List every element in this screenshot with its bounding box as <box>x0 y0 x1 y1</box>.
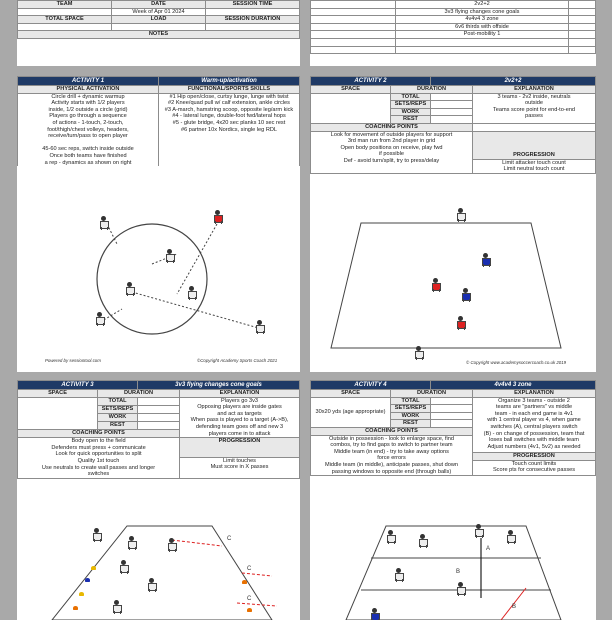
text-line: #3 A-march, hamstring scoop, opposite leg/arm kick <box>164 106 294 113</box>
text-line: Quality 1st touch <box>77 457 120 464</box>
total-space-label: TOTAL SPACE <box>18 16 112 24</box>
activity-3-diagram <box>37 508 287 620</box>
player-figure <box>456 582 465 596</box>
text-line: #4 - lateral lunge, double-foot fwd/lateral hops <box>172 113 286 120</box>
total-label: TOTAL <box>98 397 138 405</box>
text-line: Circle drill + dynamic warmup <box>51 93 125 100</box>
activity-2-title: ACTIVITY 2 <box>311 77 431 86</box>
player-figure <box>125 282 134 296</box>
plan-table <box>310 0 596 54</box>
pitch-grid <box>52 526 272 620</box>
text-line: #2 Knee/quad pull w/ calf extension, ankle circles <box>168 100 290 107</box>
blue-player <box>461 288 470 302</box>
activity-4-explanation <box>473 397 596 452</box>
text-line: foot/thigh/chest volleys, headers, <box>47 126 129 133</box>
text-line: Must score in X passes <box>210 464 269 471</box>
plan-item: 4v4v4 3 zone <box>396 16 569 24</box>
coaching-points-label: COACHING POINTS <box>311 123 473 131</box>
player-figure <box>99 216 108 230</box>
duration-label: DURATION <box>391 86 473 94</box>
text-line: Teams score point for end-to-end <box>492 106 576 113</box>
player-figure <box>187 286 196 300</box>
progression-label: PROGRESSION <box>180 438 300 458</box>
red-player <box>456 316 465 330</box>
activity-4-name: 4v4v4 3 zone <box>431 381 596 390</box>
player-figure <box>95 312 104 326</box>
week-value: Week of Apr 01 2024 <box>112 8 206 16</box>
grid-svg <box>316 198 592 370</box>
rest-label: REST <box>391 420 431 428</box>
cone <box>247 608 252 612</box>
text-line: a rep - dynamics as shown on right <box>44 159 132 166</box>
space-label: SPACE <box>311 86 391 94</box>
activity-3-progression <box>180 457 300 478</box>
sets-label: SETS/REPS <box>98 405 138 413</box>
plan-item: 6v6 thirds with offside <box>396 23 569 31</box>
activity-3-explanation <box>180 397 300 438</box>
player-figure <box>394 568 403 582</box>
player-figure <box>147 578 156 592</box>
activity-2-progression <box>473 159 596 173</box>
text-line: teams are "partners" vs middle <box>495 404 573 411</box>
grid-circle <box>97 224 207 334</box>
activity-2-explanation <box>473 93 596 123</box>
svg-text:A: A <box>486 546 491 552</box>
neutral-player <box>456 208 465 222</box>
load-label: LOAD <box>112 16 206 24</box>
circle-drill-svg <box>37 194 287 366</box>
text-line: #5 - glute bridge, 4x20 sec planks 10 sec rest <box>172 119 286 126</box>
player-figure <box>112 600 121 614</box>
activity-2-diagram <box>316 198 592 370</box>
svg-text:C: C <box>227 536 232 542</box>
space-label: SPACE <box>311 390 391 398</box>
work-label: WORK <box>391 412 431 420</box>
text-line: Players go 3v3 <box>221 397 259 404</box>
text-line: Limit attacker touch count <box>502 159 566 166</box>
gates-svg <box>37 508 287 620</box>
pitch-grid <box>346 526 561 620</box>
rest-label: REST <box>98 421 138 429</box>
activity-1-left-text <box>18 93 159 166</box>
player-figure <box>506 530 515 544</box>
activity-1-col2: FUNCTIONAL/SPORTS SKILLS <box>159 86 300 94</box>
cone <box>79 592 84 596</box>
plan-item: Post-mobility 1 <box>396 31 569 39</box>
work-label: WORK <box>391 108 431 116</box>
text-line: Limit neutral touch count <box>503 166 565 173</box>
text-line: Score pts for consecutive passes <box>492 467 576 474</box>
cone <box>91 566 96 570</box>
activity-1-right-text <box>159 93 300 166</box>
cone <box>85 578 90 582</box>
activity-3-coaching <box>18 438 180 479</box>
text-line: 3 teams - 2v2 inside, neutrals <box>497 93 571 100</box>
player-figure <box>167 538 176 552</box>
work-label: WORK <box>98 413 138 421</box>
neutral-player <box>414 346 423 360</box>
player-figure <box>92 528 101 542</box>
pitch-grid <box>331 223 561 348</box>
text-line: Organize 3 teams - outside 2 <box>498 397 570 404</box>
activity-1-title: ACTIVITY 1 <box>18 77 159 86</box>
text-line: and act as targets <box>217 410 262 417</box>
activity-2-table <box>310 76 596 174</box>
activity-2-name: 2v2+2 <box>431 77 596 86</box>
session-duration-label: SESSION DURATION <box>206 16 300 24</box>
sets-label: SETS/REPS <box>391 405 431 413</box>
activity-1-footer-left: Powered by sessiontool.com <box>45 358 101 363</box>
activity-2-coaching <box>311 131 473 173</box>
session-header <box>17 0 300 66</box>
activity-1-panel <box>17 76 300 372</box>
svg-text:C: C <box>247 596 252 602</box>
text-line: #1 Hip open/close, curtsy lunge, lunge with twist <box>169 93 289 100</box>
text-line: Limit touches <box>223 457 256 464</box>
activity-4-progression <box>473 460 596 475</box>
text-line: Outside in possession - look to enlarge space, find <box>329 435 454 442</box>
progression-label: PROGRESSION <box>473 131 596 159</box>
activity-1-name: Warm-up/activation <box>159 77 300 86</box>
text-line: Activity starts with 1/2 players <box>51 100 125 107</box>
zones-svg <box>316 508 592 620</box>
coaching-points-label: COACHING POINTS <box>311 427 473 435</box>
session-time-label: SESSION TIME <box>206 1 300 9</box>
text-line: passes <box>525 113 543 120</box>
plan-title: 2v2+2 <box>396 1 569 9</box>
activity-3-table <box>17 380 300 479</box>
text-line: combos, try to find gaps to switch to partner team <box>330 442 453 449</box>
text-line: Middle team (in middle), anticipate passes, shut down <box>324 461 459 468</box>
player-figure <box>213 210 222 224</box>
svg-text:B: B <box>512 604 517 610</box>
activity-4-table <box>310 380 596 476</box>
sets-label: SETS/REPS <box>391 101 431 109</box>
activity-2-footer: © Copyright www.academysoccercoach.co.uk 2019 <box>466 360 567 365</box>
activity-4-space-value: 30x20 yds (age appropriate) <box>311 397 391 427</box>
total-label: TOTAL <box>391 93 431 101</box>
text-line: Defenders must press + communicate <box>51 444 146 451</box>
text-line: Look for quick opportunities to split <box>55 451 142 458</box>
text-line: team - in each end game is 4v1 <box>494 410 574 417</box>
text-line: switches (A), central players switch <box>490 423 578 430</box>
activity-1-diagram <box>37 194 287 366</box>
activity-3-title: ACTIVITY 3 <box>18 381 138 390</box>
text-line: receive/turn/pass to open player <box>48 133 128 140</box>
text-line: players come in to attack <box>208 430 271 437</box>
activity-3-name: 3v3 flying changes cone goals <box>138 381 300 390</box>
text-line: Body open to the field <box>71 438 126 445</box>
text-line: Use neutrals to create wall passes and longer <box>41 464 156 471</box>
text-line: Look for movement of outside players for support <box>330 131 453 138</box>
text-line: with 1 central player vs 4, when game <box>487 417 581 424</box>
text-line: inside, 1/2 outside a circle (grid) <box>48 106 128 113</box>
activity-4-coaching <box>311 435 473 476</box>
activity-4-title: ACTIVITY 4 <box>311 381 431 390</box>
plan-item: 3v3 flying changes cone goals <box>396 8 569 16</box>
activity-3-panel <box>17 380 300 620</box>
rest-label: REST <box>391 116 431 124</box>
player-figure <box>386 530 395 544</box>
text-line: outside <box>524 100 544 107</box>
activity-4-diagram <box>316 508 592 620</box>
activity-1-col1: PHYSICAL ACTIVATION <box>18 86 159 94</box>
activity-2-panel <box>310 76 596 372</box>
notes-label: NOTES <box>18 31 300 39</box>
text-line: Adjust numbers (4v1, 5v2) as needed <box>487 443 581 450</box>
text-line: 3rd man run from 2nd player in grid <box>347 138 436 145</box>
total-label: TOTAL <box>391 397 431 405</box>
text-line: loses ball switches with middle team <box>489 437 579 444</box>
player-figure <box>255 320 264 334</box>
progression-label: PROGRESSION <box>473 452 596 460</box>
activity-1-footer-right: ©Copyright Academy Sports Coach 2021 <box>197 358 278 363</box>
text-line: Players go through a sequence <box>49 113 127 120</box>
svg-text:B: B <box>456 569 461 575</box>
text-line: Opposing players are inside gates <box>197 404 282 411</box>
duration-label: DURATION <box>98 390 180 398</box>
text-line: 45-60 sec reps, switch inside outside <box>42 146 134 153</box>
blue-player <box>370 608 379 620</box>
coaching-points-label: COACHING POINTS <box>18 430 180 438</box>
svg-text:C: C <box>247 566 252 572</box>
text-line: passing windows to opposite end (through balls) <box>331 468 452 475</box>
red-player <box>431 278 440 292</box>
player-figure <box>127 536 136 550</box>
text-line: Touch count limits <box>511 460 557 467</box>
text-line: When pass is played to a target (A->B), <box>190 417 289 424</box>
player-figure <box>418 534 427 548</box>
text-line: (B) - on change of possession, team that <box>483 430 585 437</box>
explanation-label: EXPLANATION <box>473 86 596 94</box>
text-line: Open body positions on receive, play fwd <box>340 144 443 151</box>
text-line: defending team goes off and new 3 <box>195 423 284 430</box>
team-label: TEAM <box>18 1 112 9</box>
blue-player <box>481 253 490 267</box>
player-figure <box>165 249 174 263</box>
run-arrow <box>242 573 272 576</box>
cone <box>73 606 78 610</box>
session-info-table <box>17 0 300 39</box>
explanation-label: EXPLANATION <box>180 390 300 398</box>
text-line: switches <box>87 471 110 478</box>
player-figure <box>119 560 128 574</box>
session-plan <box>310 0 596 66</box>
explanation-label: EXPLANATION <box>473 390 596 398</box>
cone <box>242 580 247 584</box>
activity-4-panel <box>310 380 596 620</box>
text-line: of actions - 1-touch, 2-touch, <box>52 119 124 126</box>
text-line: Once both teams have finished <box>49 152 127 159</box>
text-line: Middle team (in end) - try to take away options <box>334 448 449 455</box>
text-line: Def - avoid turn/split, try to press/delay <box>343 157 440 164</box>
duration-label: DURATION <box>391 390 473 398</box>
text-line: force errors <box>377 455 406 462</box>
space-label: SPACE <box>18 390 98 398</box>
text-line: if possible <box>379 151 404 158</box>
activity-1-table <box>17 76 300 166</box>
text-line: #6 partner 10x Nordics, single leg RDL <box>180 126 278 133</box>
player-figure <box>474 524 483 538</box>
date-label: DATE <box>112 1 206 9</box>
pass-line <box>177 224 217 294</box>
